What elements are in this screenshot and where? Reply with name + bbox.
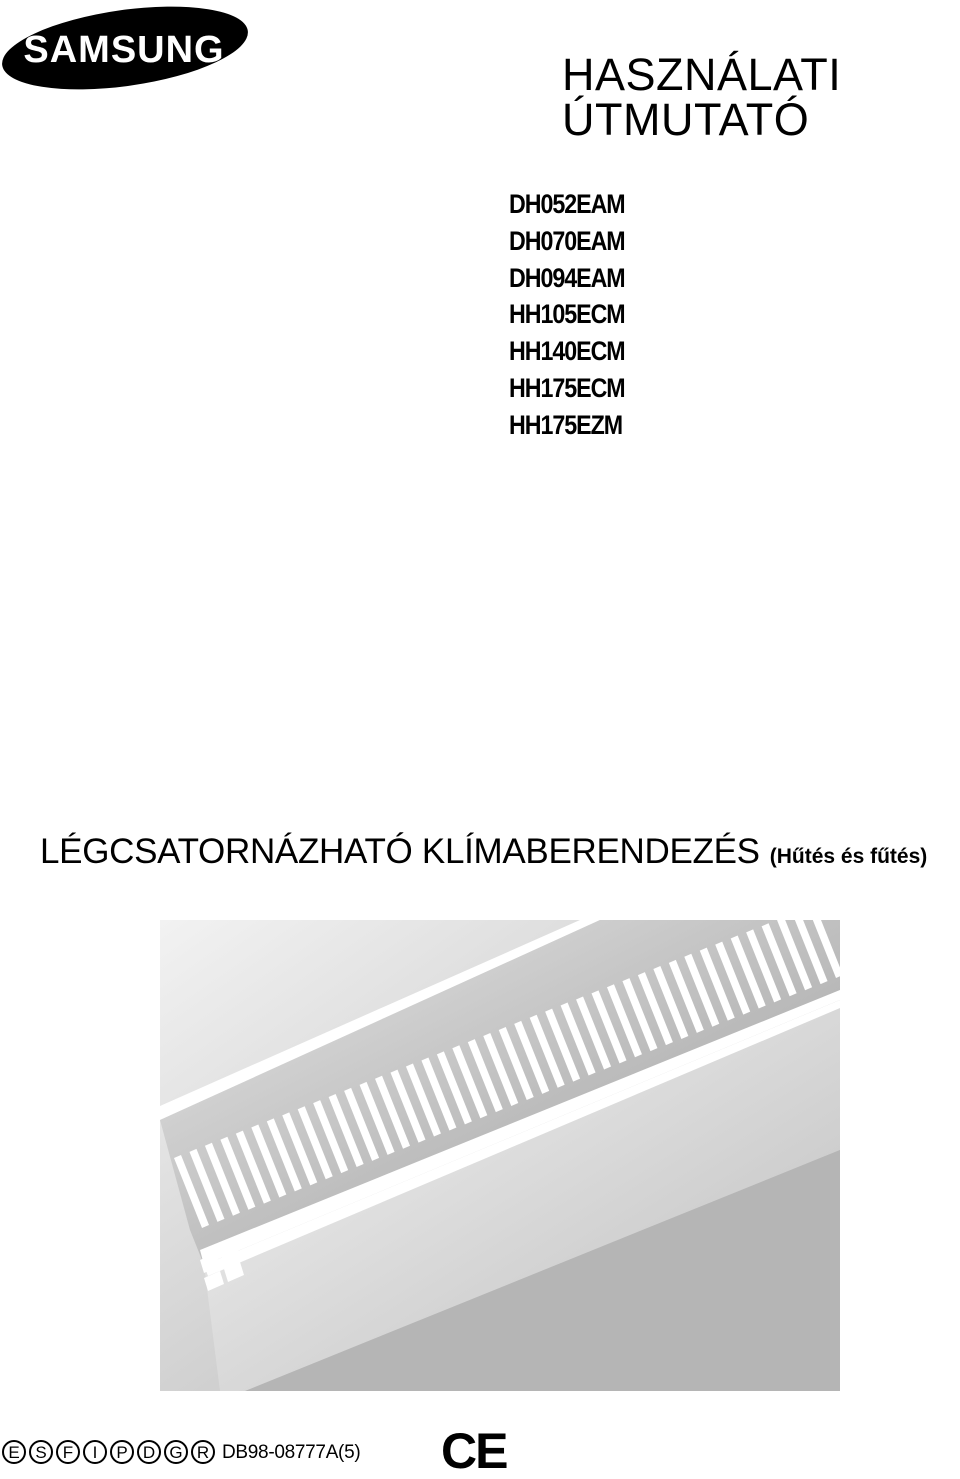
model-item: HH105ECM	[509, 299, 625, 330]
model-list	[509, 186, 643, 444]
title-line-1: HASZNÁLATI	[562, 49, 842, 100]
product-illustration	[160, 920, 840, 1391]
ce-certification-mark: CE	[441, 1423, 507, 1479]
samsung-logo	[0, 2, 250, 90]
logo-wordmark: SAMSUNG	[23, 29, 225, 71]
language-badge: F	[56, 1440, 80, 1464]
model-item: DH070EAM	[509, 225, 625, 256]
model-item: HH175ECM	[509, 372, 625, 403]
document-code: DB98-08777A(5)	[222, 1442, 361, 1463]
manual-title	[562, 49, 842, 145]
model-item: DH052EAM	[509, 189, 625, 219]
language-badge: P	[110, 1440, 134, 1464]
title-line-2: ÚTMUTATÓ	[562, 94, 810, 145]
language-codes	[2, 1440, 218, 1464]
language-badge: E	[2, 1440, 26, 1464]
product-name: LÉGCSATORNÁZHATÓ KLÍMABERENDEZÉS	[40, 832, 760, 871]
model-item: HH140ECM	[509, 336, 625, 367]
product-subtitle: (Hűtés és fűtés)	[769, 845, 928, 868]
language-badge: D	[137, 1440, 161, 1464]
model-item: DH094EAM	[509, 262, 625, 293]
product-heading	[40, 832, 927, 872]
model-item: HH175EZM	[509, 409, 623, 440]
language-badge: G	[164, 1440, 188, 1464]
language-badge: R	[191, 1440, 215, 1464]
air-conditioner-unit-image	[160, 920, 840, 1391]
language-badge: I	[83, 1440, 107, 1464]
footer	[0, 1423, 960, 1479]
language-badge: S	[29, 1440, 53, 1464]
